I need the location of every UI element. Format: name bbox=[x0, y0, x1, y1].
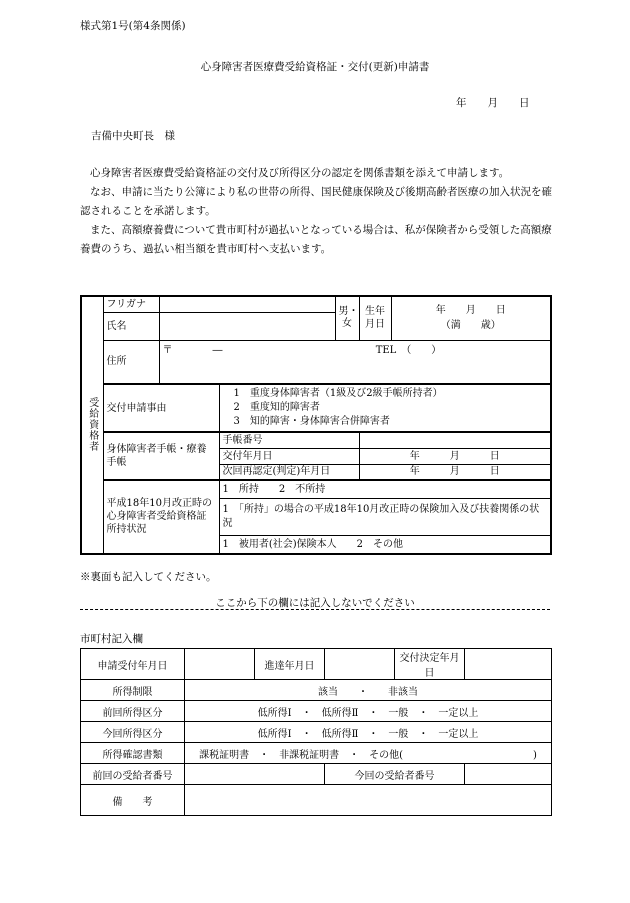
postal-code: 〒 ― bbox=[162, 344, 223, 356]
income-limit-label: 所得制限 bbox=[81, 680, 185, 701]
prev-class-options[interactable]: 低所得Ⅰ ・ 低所得Ⅱ ・ 一般 ・ 一定以上 bbox=[185, 701, 552, 722]
address-field[interactable] bbox=[159, 340, 551, 384]
docs-options[interactable]: 課税証明書 ・ 非課税証明書 ・ その他( ) bbox=[185, 743, 552, 764]
h18-insurance-cell bbox=[219, 498, 551, 554]
docs-label: 所得確認書類 bbox=[81, 743, 185, 764]
curr-class-options[interactable]: 低所得Ⅰ ・ 低所得Ⅱ ・ 一般 ・ 一定以上 bbox=[185, 722, 552, 743]
curr-number-field[interactable] bbox=[465, 764, 552, 785]
birth-field[interactable] bbox=[391, 296, 551, 340]
declaration-paragraph: また、高額療養費について貴市町村が過払いとなっている場合は、私が保険者から受領した高額療養費のうち、過払い相当額を貴市町村へ支払います。 bbox=[80, 224, 552, 255]
issue-date-field[interactable]: 年 月 日 bbox=[359, 448, 551, 464]
date-line: 年 月 日 bbox=[456, 97, 530, 109]
reason-option[interactable]: 2 重度知的障害者 bbox=[233, 402, 320, 413]
reason-options[interactable] bbox=[219, 384, 551, 432]
form-number: 様式第1号(第4条関係) bbox=[80, 20, 186, 32]
curr-number-label: 今回の受給者番号 bbox=[325, 764, 465, 785]
handbook-number-label: 手帳番号 bbox=[219, 432, 359, 448]
sex-select[interactable]: 男・女 bbox=[335, 296, 359, 340]
recert-date-label: 次回再認定(判定)年月日 bbox=[219, 464, 359, 480]
birth-label: 生年月日 bbox=[359, 296, 391, 340]
divider-text: ここから下の欄には記入しないでください bbox=[215, 597, 415, 609]
birth-value: 年 月 日 bbox=[435, 305, 506, 317]
notify-date-label: 進達年月日 bbox=[255, 649, 325, 680]
recert-date-field[interactable]: 年 月 日 bbox=[359, 464, 551, 480]
decision-date-label: 交付決定年月日 bbox=[395, 649, 465, 680]
furigana-field[interactable] bbox=[159, 296, 335, 312]
age-value: （満 歳） bbox=[440, 320, 501, 332]
prev-number-label: 前回の受給者番号 bbox=[81, 764, 185, 785]
accept-date-field[interactable] bbox=[185, 649, 255, 680]
curr-class-label: 今回所得区分 bbox=[81, 722, 185, 743]
h18-insurance-options[interactable]: 1 被用者(社会)保険本人 2 その他 bbox=[222, 538, 404, 550]
issue-date-label: 交付年月日 bbox=[219, 448, 359, 464]
office-table bbox=[80, 648, 552, 816]
reason-label: 交付申請事由 bbox=[103, 384, 219, 432]
decision-date-field[interactable] bbox=[465, 649, 552, 680]
furigana-label: フリガナ bbox=[103, 296, 159, 312]
h18-status-options[interactable]: 1 所持 2 不所持 bbox=[219, 480, 551, 498]
office-section-label: 市町村記入欄 bbox=[80, 633, 143, 645]
prev-number-field[interactable] bbox=[185, 764, 325, 785]
applicant-table bbox=[80, 295, 552, 555]
reason-option[interactable]: 1 重度身体障害者（1級及び2級手帳所持者） bbox=[233, 388, 443, 399]
handbook-label: 身体障害者手帳・療養手帳 bbox=[103, 432, 219, 480]
name-label: 氏名 bbox=[103, 312, 159, 340]
applicant-section-label: 受給資格者 bbox=[81, 296, 103, 554]
notify-date-field[interactable] bbox=[325, 649, 395, 680]
back-note: ※裏面も記入してください。 bbox=[80, 571, 217, 583]
declaration bbox=[80, 164, 560, 259]
address-label: 住所 bbox=[103, 340, 159, 384]
remarks-label: 備 考 bbox=[81, 785, 185, 816]
reason-option[interactable]: 3 知的障害・身体障害合併障害者 bbox=[233, 416, 390, 427]
income-limit-options[interactable]: 該当 ・ 非該当 bbox=[185, 680, 552, 701]
h18-insurance-question: 1 「所持」の場合の平成18年10月改正時の保険加入及び扶養関係の状況 bbox=[220, 499, 551, 536]
prev-class-label: 前回所得区分 bbox=[81, 701, 185, 722]
declaration-paragraph: 心身障害者医療費受給資格証の交付及び所得区分の認定を関係書類を添えて申請します。 bbox=[90, 167, 510, 179]
accept-date-label: 申請受付年月日 bbox=[81, 649, 185, 680]
handbook-number-field[interactable] bbox=[359, 432, 551, 448]
declaration-paragraph: なお、申請に当たり公簿により私の世帯の所得、国民健康保険及び後期高齢者医療の加入状況を確認されることを承諾します。 bbox=[80, 186, 552, 217]
name-field[interactable] bbox=[159, 312, 335, 340]
recipient: 吉備中央町長 様 bbox=[91, 130, 175, 142]
tel-label: TEL （ ） bbox=[375, 344, 442, 356]
remarks-field[interactable] bbox=[185, 785, 552, 816]
cut-line bbox=[80, 609, 550, 610]
h18-status-label: 平成18年10月改正時の心身障害者受給資格証所持状況 bbox=[103, 480, 219, 554]
form-title: 心身障害者医療費受給資格証・交付(更新)申請書 bbox=[200, 61, 430, 73]
